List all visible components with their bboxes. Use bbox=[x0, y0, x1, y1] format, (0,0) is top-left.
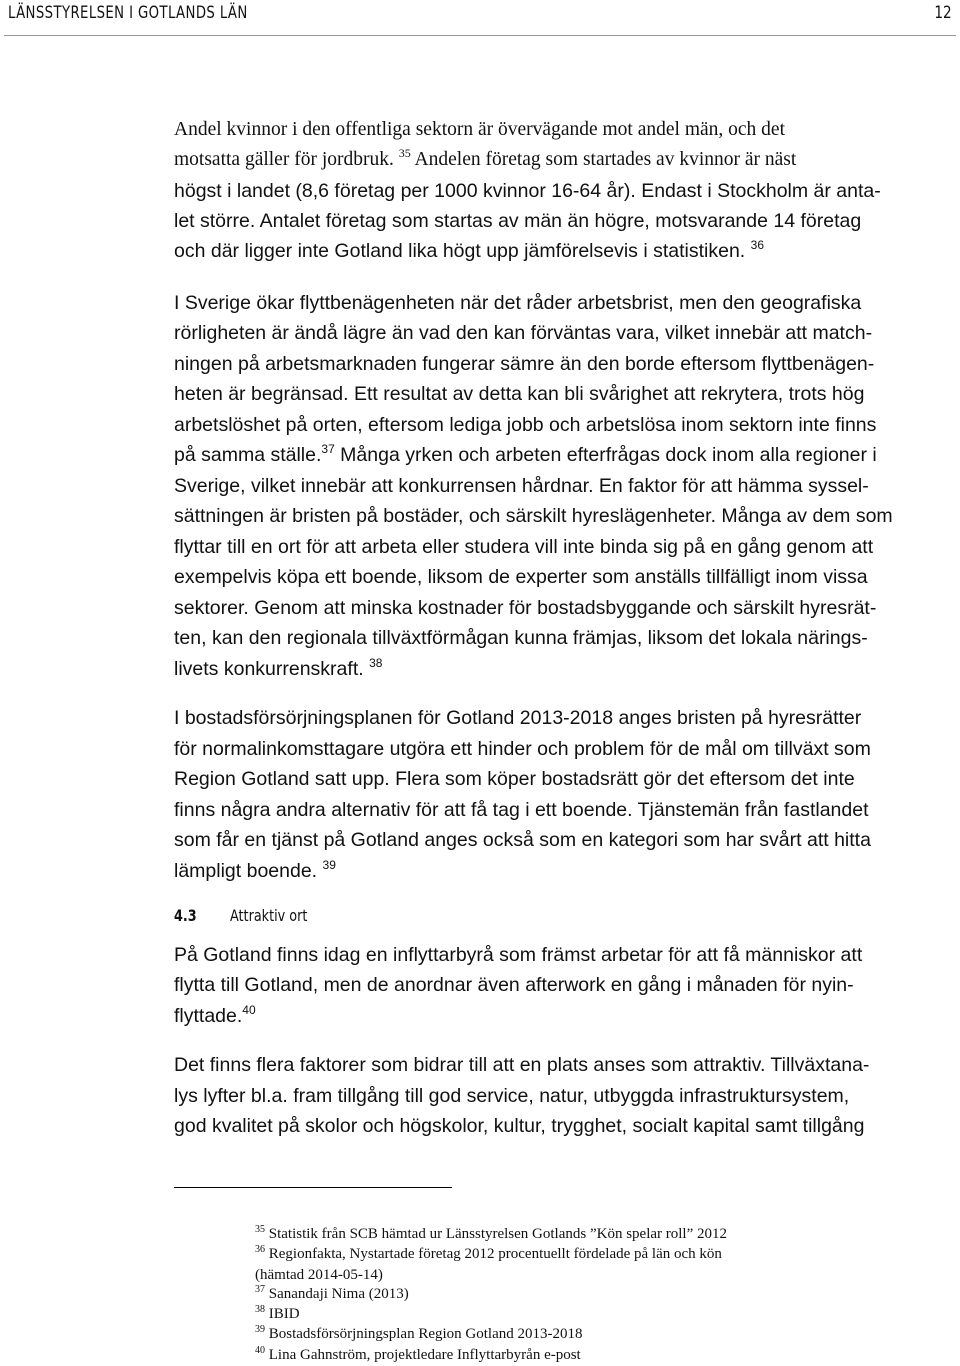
text-run: Andelen företag som startades av kvinnor är näst bbox=[410, 149, 797, 170]
paragraph-line bbox=[174, 148, 796, 173]
footnote-reference: 36 bbox=[750, 238, 764, 252]
footnote-number: 39 bbox=[255, 1324, 265, 1335]
text-run: ningen på arbetsmarknaden fungerar sämre än den borde eftersom flyttbenägen- bbox=[174, 353, 875, 375]
footnote-number: 37 bbox=[255, 1284, 265, 1295]
paragraph-line bbox=[174, 382, 864, 406]
paragraph-line bbox=[174, 943, 862, 967]
paragraph-line bbox=[174, 767, 855, 791]
text-run: på samma ställe. bbox=[174, 444, 322, 466]
footnote-reference: 35 bbox=[398, 146, 411, 160]
paragraph-line bbox=[174, 413, 876, 437]
paragraph-line bbox=[174, 1004, 256, 1030]
footnote-text: Lina Gahnström, projektledare Inflyttarbyrån e-post bbox=[268, 1347, 581, 1363]
paragraph-line bbox=[174, 626, 868, 650]
text-run: sektorer. Genom att minska kostnader för bostadsbyggande och särskilt hyresrät- bbox=[174, 597, 877, 619]
paragraph-line bbox=[174, 828, 871, 852]
footnote-number: 36 bbox=[255, 1244, 265, 1255]
footnote bbox=[255, 1305, 300, 1325]
paragraph-line bbox=[174, 535, 873, 559]
text-run: motsatta gäller för jordbruk. bbox=[174, 149, 399, 170]
paragraph-line bbox=[174, 706, 861, 730]
paragraph-line bbox=[174, 859, 336, 885]
paragraph-line bbox=[174, 657, 382, 683]
section-title: Attraktiv ort bbox=[230, 906, 308, 925]
footnote-text: Sanandaji Nima (2013) bbox=[268, 1286, 409, 1302]
paragraph-line bbox=[174, 321, 872, 345]
text-run: rörligheten är ändå lägre än vad den kan förväntas vara, vilket innebär att match- bbox=[174, 322, 873, 344]
paragraph-line bbox=[174, 798, 869, 822]
footnote-reference: 38 bbox=[369, 656, 383, 670]
text-run: flyttar till en ort för att arbeta eller studera vill inte binda sig på en gång genom att bbox=[174, 536, 874, 558]
text-run: heten är begränsad. Ett resultat av detta kan bli svårighet att rekrytera, trots hög bbox=[174, 383, 865, 405]
footnote bbox=[255, 1346, 581, 1366]
text-run: högst i landet (8,6 företag per 1000 kvinnor 16-64 år). Endast i Stockholm är anta- bbox=[174, 180, 881, 202]
footnote bbox=[255, 1225, 727, 1245]
text-run: finns några andra alternativ för att få tag i ett boende. Tjänstemän från fastlandet bbox=[174, 799, 869, 821]
footnote-text: IBID bbox=[268, 1306, 300, 1322]
paragraph-line bbox=[174, 118, 785, 142]
paragraph-line bbox=[174, 474, 869, 498]
text-run: arbetslöshet på orten, eftersom lediga jobb och arbetslösa inom sektorn inte finns bbox=[174, 414, 877, 436]
page-number: 12 bbox=[934, 3, 952, 23]
footnote-divider bbox=[174, 1187, 452, 1188]
footnote-number: 38 bbox=[255, 1304, 265, 1315]
text-run: livets konkurrenskraft. bbox=[174, 658, 370, 680]
text-run: sättningen är bristen på bostäder, och särskilt hyreslägenheter. Många av dem som bbox=[174, 505, 893, 527]
paragraph-line bbox=[174, 1053, 869, 1077]
paragraph-line bbox=[174, 209, 861, 233]
paragraph-line bbox=[174, 504, 893, 528]
paragraph-line bbox=[174, 973, 854, 997]
paragraph-line bbox=[174, 352, 874, 376]
text-run: Region Gotland satt upp. Flera som köper bostadsrätt gör det eftersom det inte bbox=[174, 768, 855, 790]
text-run: Det finns flera faktorer som bidrar till att en plats anses som attraktiv. Tillväxtana- bbox=[174, 1054, 870, 1076]
paragraph-line bbox=[174, 179, 881, 203]
footnote-text: (hämtad 2014-05-14) bbox=[255, 1267, 383, 1283]
text-run: exempelvis köpa ett boende, liksom de experter som anställs tillfälligt inom vissa bbox=[174, 566, 868, 588]
text-run: som får en tjänst på Gotland anges också som en kategori som har svårt att hitta bbox=[174, 829, 871, 851]
footnote bbox=[255, 1245, 722, 1265]
text-run: Andel kvinnor i den offentliga sektorn är övervägande mot andel män, och det bbox=[174, 119, 785, 140]
footnote-reference: 39 bbox=[322, 858, 336, 872]
text-run: god kvalitet på skolor och högskolor, kultur, trygghet, socialt kapital samt tillgång bbox=[174, 1115, 865, 1137]
footnote-number: 40 bbox=[255, 1345, 265, 1356]
text-run: I bostadsförsörjningsplanen för Gotland 2013-2018 anges bristen på hyresrätter bbox=[174, 707, 862, 729]
paragraph-line bbox=[174, 443, 877, 469]
section-heading bbox=[174, 906, 307, 925]
footnote bbox=[255, 1325, 582, 1345]
text-run: lys lyfter bl.a. fram tillgång till god service, natur, utbyggda infrastruktursystem, bbox=[174, 1085, 850, 1107]
text-run: På Gotland finns idag en inflyttarbyrå som främst arbetar för att få människor att bbox=[174, 944, 863, 966]
paragraph-line bbox=[174, 737, 871, 761]
footnote-number: 35 bbox=[255, 1224, 265, 1235]
text-run: ten, kan den regionala tillväxtförmågan kunna främjas, liksom det lokala närings- bbox=[174, 627, 868, 649]
text-run: lämpligt boende. bbox=[174, 860, 323, 882]
footnote-reference: 40 bbox=[242, 1003, 256, 1017]
text-run: let större. Antalet företag som startas av män än högre, motsvarande 14 företag bbox=[174, 210, 862, 232]
section-number: 4.3 bbox=[174, 906, 197, 925]
text-run: Sverige, vilket innebär att konkurrensen hårdnar. En faktor för att hämma syssel- bbox=[174, 475, 869, 497]
footnote-reference: 37 bbox=[321, 442, 335, 456]
paragraph-line bbox=[174, 291, 861, 315]
paragraph-line bbox=[174, 565, 868, 589]
text-run: I Sverige ökar flyttbenägenheten när det råder arbetsbrist, men den geografiska bbox=[174, 292, 862, 314]
page-header bbox=[4, 0, 956, 36]
text-run: flytta till Gotland, men de anordnar även afterwork en gång i månaden för nyin- bbox=[174, 974, 854, 996]
footnote bbox=[255, 1266, 383, 1284]
text-run: flyttade. bbox=[174, 1005, 243, 1027]
header-organization: LÄNSSTYRELSEN I GOTLANDS LÄN bbox=[8, 3, 248, 23]
paragraph-line bbox=[174, 1084, 849, 1108]
text-run: och där ligger inte Gotland lika högt upp jämförelsevis i statistiken. bbox=[174, 240, 751, 262]
paragraph-line bbox=[174, 239, 764, 265]
text-run: Många yrken och arbeten efterfrågas dock inom alla regioner i bbox=[334, 444, 877, 466]
footnote-text: Statistik från SCB hämtad ur Länsstyrelsen Gotlands ”Kön spelar roll” 2012 bbox=[268, 1226, 728, 1242]
footnote-text: Regionfakta, Nystartade företag 2012 procentuellt fördelade på län och kön bbox=[268, 1246, 722, 1262]
paragraph-line bbox=[174, 1114, 864, 1138]
footnote-text: Bostadsförsörjningsplan Region Gotland 2013-2018 bbox=[268, 1326, 583, 1342]
paragraph-line bbox=[174, 596, 876, 620]
footnote bbox=[255, 1285, 409, 1305]
text-run: för normalinkomsttagare utgöra ett hinder och problem för de mål om tillväxt som bbox=[174, 738, 871, 760]
